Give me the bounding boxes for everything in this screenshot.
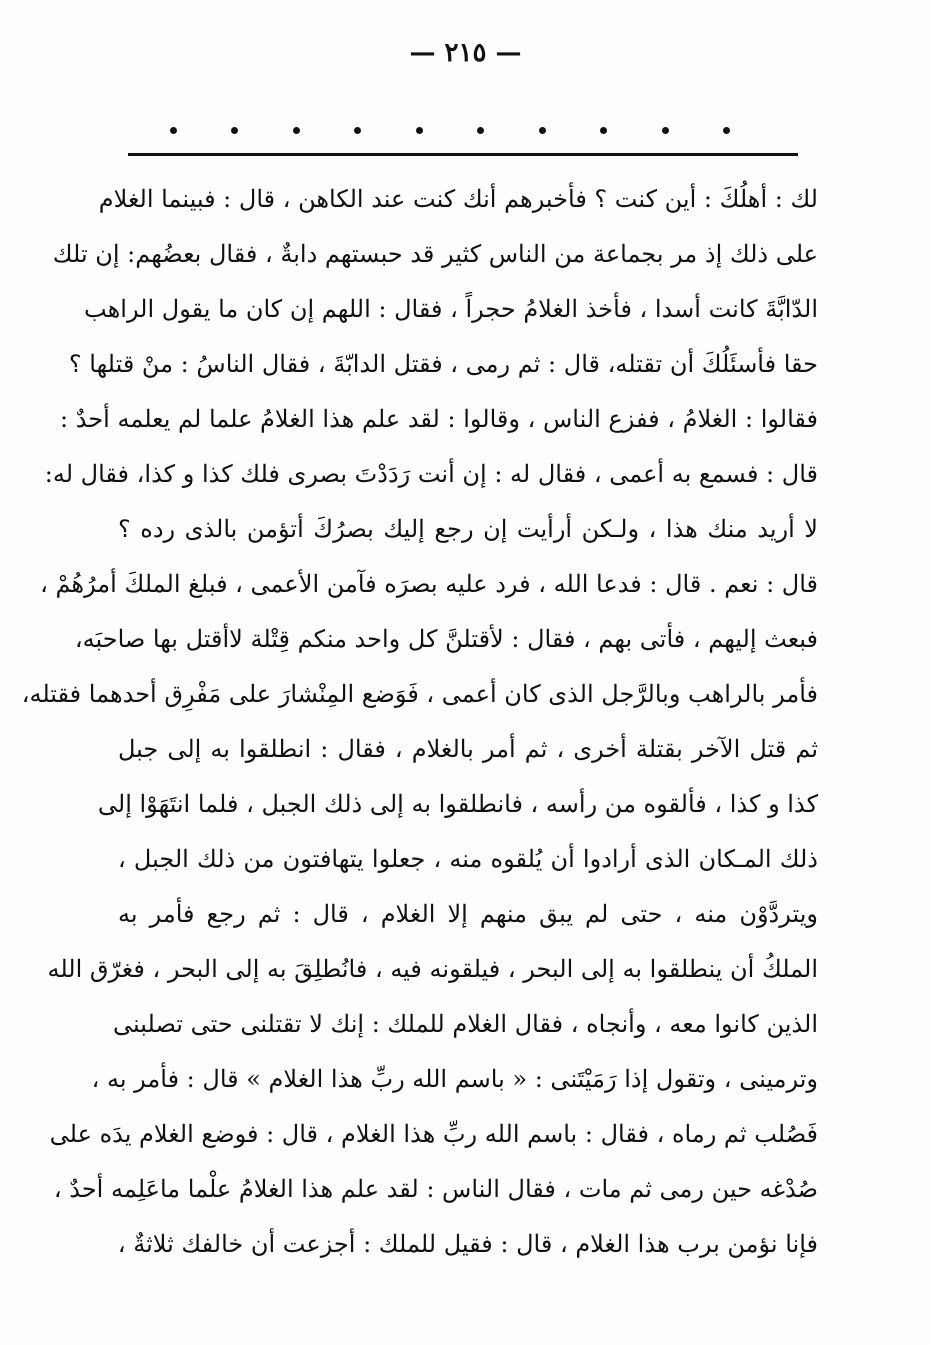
text-line: على ذلك إذ مر بجماعة من الناس كثير قد حبستهم دابةٌ ، فقال بعضُهم: إن تلك [52, 240, 818, 268]
ornament-dot [600, 127, 607, 134]
text-line: قال : فسمع به أعمى ، فقال له : إن أنت رَدَدْتَ بصرى فلك كذا و كذا، فقال له: [44, 460, 818, 488]
text-line: فإنا نؤمن برب هذا الغلام ، قال : فقيل للملك : أجزعت أن خالفك ثلاثةٌ ، [117, 1230, 818, 1258]
text-line: فَصُلب ثم رماه ، فقال : باسم الله ربِّ هذا الغلام ، قال : فوضع الغلام يدَه على [49, 1120, 818, 1148]
ornament-dot [354, 127, 361, 134]
body-text [21, 172, 818, 1272]
ornament-dot [477, 127, 484, 134]
text-line: حقا فأسئَلُكَ أن تقتله، قال : ثم رمى ، فقتل الدابّةَ ، فقال الناسُ : منْ قتلها ؟ [68, 350, 818, 378]
text-line: ويتردَّوْن منه ، حتى لم يبق منهم إلا الغلام ، قال : ثم رجع فأمر به [118, 900, 818, 928]
header-rule [128, 153, 798, 156]
ornament-dot [662, 127, 669, 134]
text-line: لك : أهلُكَ : أين كنت ؟ فأخبرهم أنك كنت عند الكاهن ، قال : فبينما الغلام [98, 185, 818, 213]
ornament-dot [293, 127, 300, 134]
text-line: قال : نعم . قال : فدعا الله ، فرد عليه بصرَه فآمن الأعمى ، فبلغ الملكَ أمرُهُمْ ، [40, 570, 818, 598]
text-line: ثم قتل الآخر بقتلة أخرى ، ثم أمر بالغلام ، فقال : انطلقوا به إلى جبل [118, 735, 818, 763]
text-line: وترمينى ، وتقول إذا رَمَيْتَنى : « باسم الله ربِّ هذا الغلام » قال : فأمر به ، [91, 1065, 818, 1093]
text-line: كذا و كذا ، فألقوه من رأسه ، فانطلقوا به إلى ذلك الجبل ، فلما انتَهَوْا إلى [97, 790, 818, 818]
page-number: — ٢١٥ — [409, 38, 522, 68]
text-line: الدّابَّةَ كانت أسدا ، فأخذ الغلامُ حجراً ، فقال : اللهم إن كان ما يقول الراهب [84, 295, 818, 323]
text-line: الملكُ أن ينطلقوا به إلى البحر ، فيلقونه فيه ، فانُطلِقَ به إلى البحر ، فغرّق الله [47, 955, 818, 983]
text-line: فبعث إليهم ، فأتى بهم ، فقال : لأقتلنَّ كل واحد منكم قِتْلة لاأقتل بها صاحبَه، [74, 625, 818, 653]
ornament-dot [416, 127, 423, 134]
text-line: صُدْغه حين رمى ثم مات ، فقال الناس : لقد علم هذا الغلامُ علْما ماعَلِمه أحدٌ ، [53, 1175, 818, 1203]
text-line: فأمر بالراهب وبالرَّجل الذى كان أعمى ، فَوَضع المِنْشارَ على مَفْرِق أحدهما فقتله، [21, 680, 818, 708]
ornament-dot [231, 127, 238, 134]
text-line: لا أريد منك هذا ، ولـكن أرأيت إن رجع إليك بصرُكَ أتؤمن بالذى رده ؟ [118, 515, 818, 543]
ornament-dot [539, 127, 546, 134]
ornament-dot [170, 127, 177, 134]
text-line: فقالوا : الغلامُ ، ففزع الناس ، وقالوا : لقد علم هذا الغلامُ علما لم يعلمه أحدٌ : [60, 405, 818, 433]
text-line: ذلك المـكان الذى أرادوا أن يُلقوه منه ، جعلوا يتهافتون من ذلك الجبل ، [118, 845, 818, 873]
text-line: الذين كانوا معه ، وأنجاه ، فقال الغلام للملك : إنك لا تقتلنى حتى تصلبنى [113, 1010, 818, 1038]
ornament-dot [723, 127, 730, 134]
ornament-dots [170, 118, 730, 142]
